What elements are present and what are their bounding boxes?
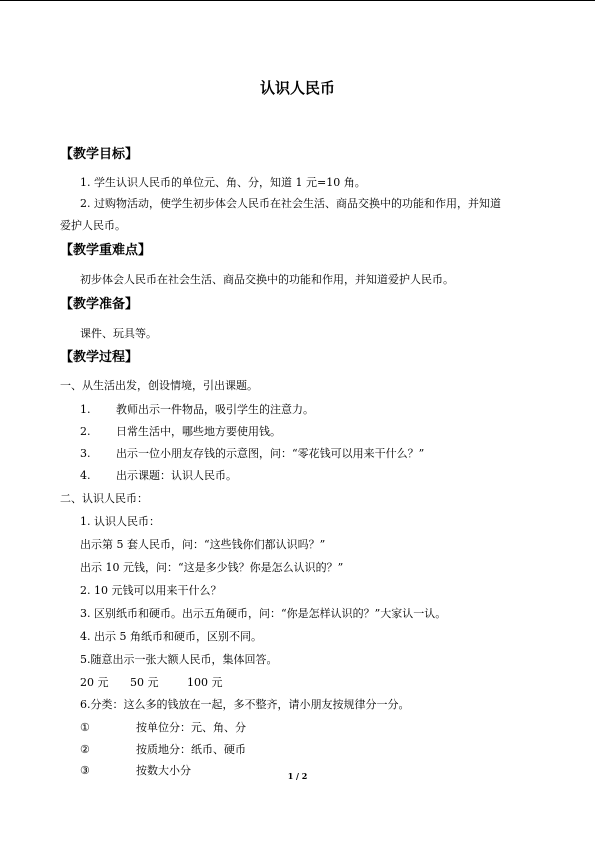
section2-title: 二、认识人民币： xyxy=(60,492,148,505)
amount-50: 50 元 xyxy=(130,676,159,689)
section1-num-1: 1. xyxy=(80,403,91,416)
classify-line: 6.分类：这么多的钱放在一起，多不整齐，请小朋友按规律分一分。 xyxy=(80,698,410,711)
page-number: 1 / 2 xyxy=(287,771,308,781)
prep-text: 课件、玩具等。 xyxy=(80,327,157,340)
section2-line-2: 出示第 5 套人民币，问：“这些钱你们都认识吗？” xyxy=(80,538,326,551)
sub-num-3: ③ xyxy=(80,764,90,777)
section2-line-7: 5.随意出示一张大额人民币，集体回答。 xyxy=(80,653,278,666)
section1-title: 一、从生活出发，创设情境，引出课题。 xyxy=(60,379,258,392)
section1-num-2: 2. xyxy=(80,425,91,438)
process-heading: 【教学过程】 xyxy=(60,350,139,365)
key-points-text: 初步体会人民币在社会生活、商品交换中的功能和作用，并知道爱护人民币。 xyxy=(80,273,454,286)
section2-line-5: 3. 区别纸币和硬币。出示五角硬币，问：“你是怎样认识的？”大家认一认。 xyxy=(80,607,447,620)
prep-heading: 【教学准备】 xyxy=(60,297,139,312)
amount-20: 20 元 xyxy=(80,676,109,689)
sub-num-2: ② xyxy=(80,743,90,756)
section1-num-3: 3. xyxy=(80,447,91,460)
sub-item-2: 按质地分：纸币、硬币 xyxy=(136,743,246,756)
page-title: 认识人民币 xyxy=(259,79,335,97)
section2-line-4: 2. 10 元钱可以用来干什么？ xyxy=(80,584,222,597)
section2-line-1: 1. 认识人民币： xyxy=(80,515,160,528)
section2-line-3: 出示 10 元钱，问：“这是多少钱？你是怎么认识的？” xyxy=(80,561,344,574)
section1-item-2: 日常生活中，哪些地方要使用钱。 xyxy=(116,425,281,438)
section1-item-1: 教师出示一件物品，吸引学生的注意力。 xyxy=(116,403,314,416)
sub-num-1: ① xyxy=(80,721,90,734)
key-points-heading: 【教学重难点】 xyxy=(60,243,152,258)
amount-100: 100 元 xyxy=(187,676,223,689)
section2-line-6: 4. 出示 5 角纸币和硬币，区别不同。 xyxy=(80,630,262,643)
section1-item-4: 出示课题：认识人民币。 xyxy=(116,469,237,482)
goal-item-1: 1. 学生认识人民币的单位元、角、分，知道 1 元=10 角。 xyxy=(80,176,366,189)
goal-item-2-cont: 爱护人民币。 xyxy=(60,219,126,232)
section1-item-3: 出示一位小朋友存钱的示意图，问：“零花钱可以用来干什么？” xyxy=(116,447,425,460)
sub-item-3: 按数大小分 xyxy=(136,764,191,777)
goal-item-2: 2. 过购物活动，使学生初步体会人民币在社会生活、商品交换中的功能和作用，并知道 xyxy=(80,197,501,210)
top-border xyxy=(0,0,595,1)
section1-num-4: 4. xyxy=(80,469,91,482)
goals-heading: 【教学目标】 xyxy=(60,147,139,162)
sub-item-1: 按单位分：元、角、分 xyxy=(136,721,246,734)
